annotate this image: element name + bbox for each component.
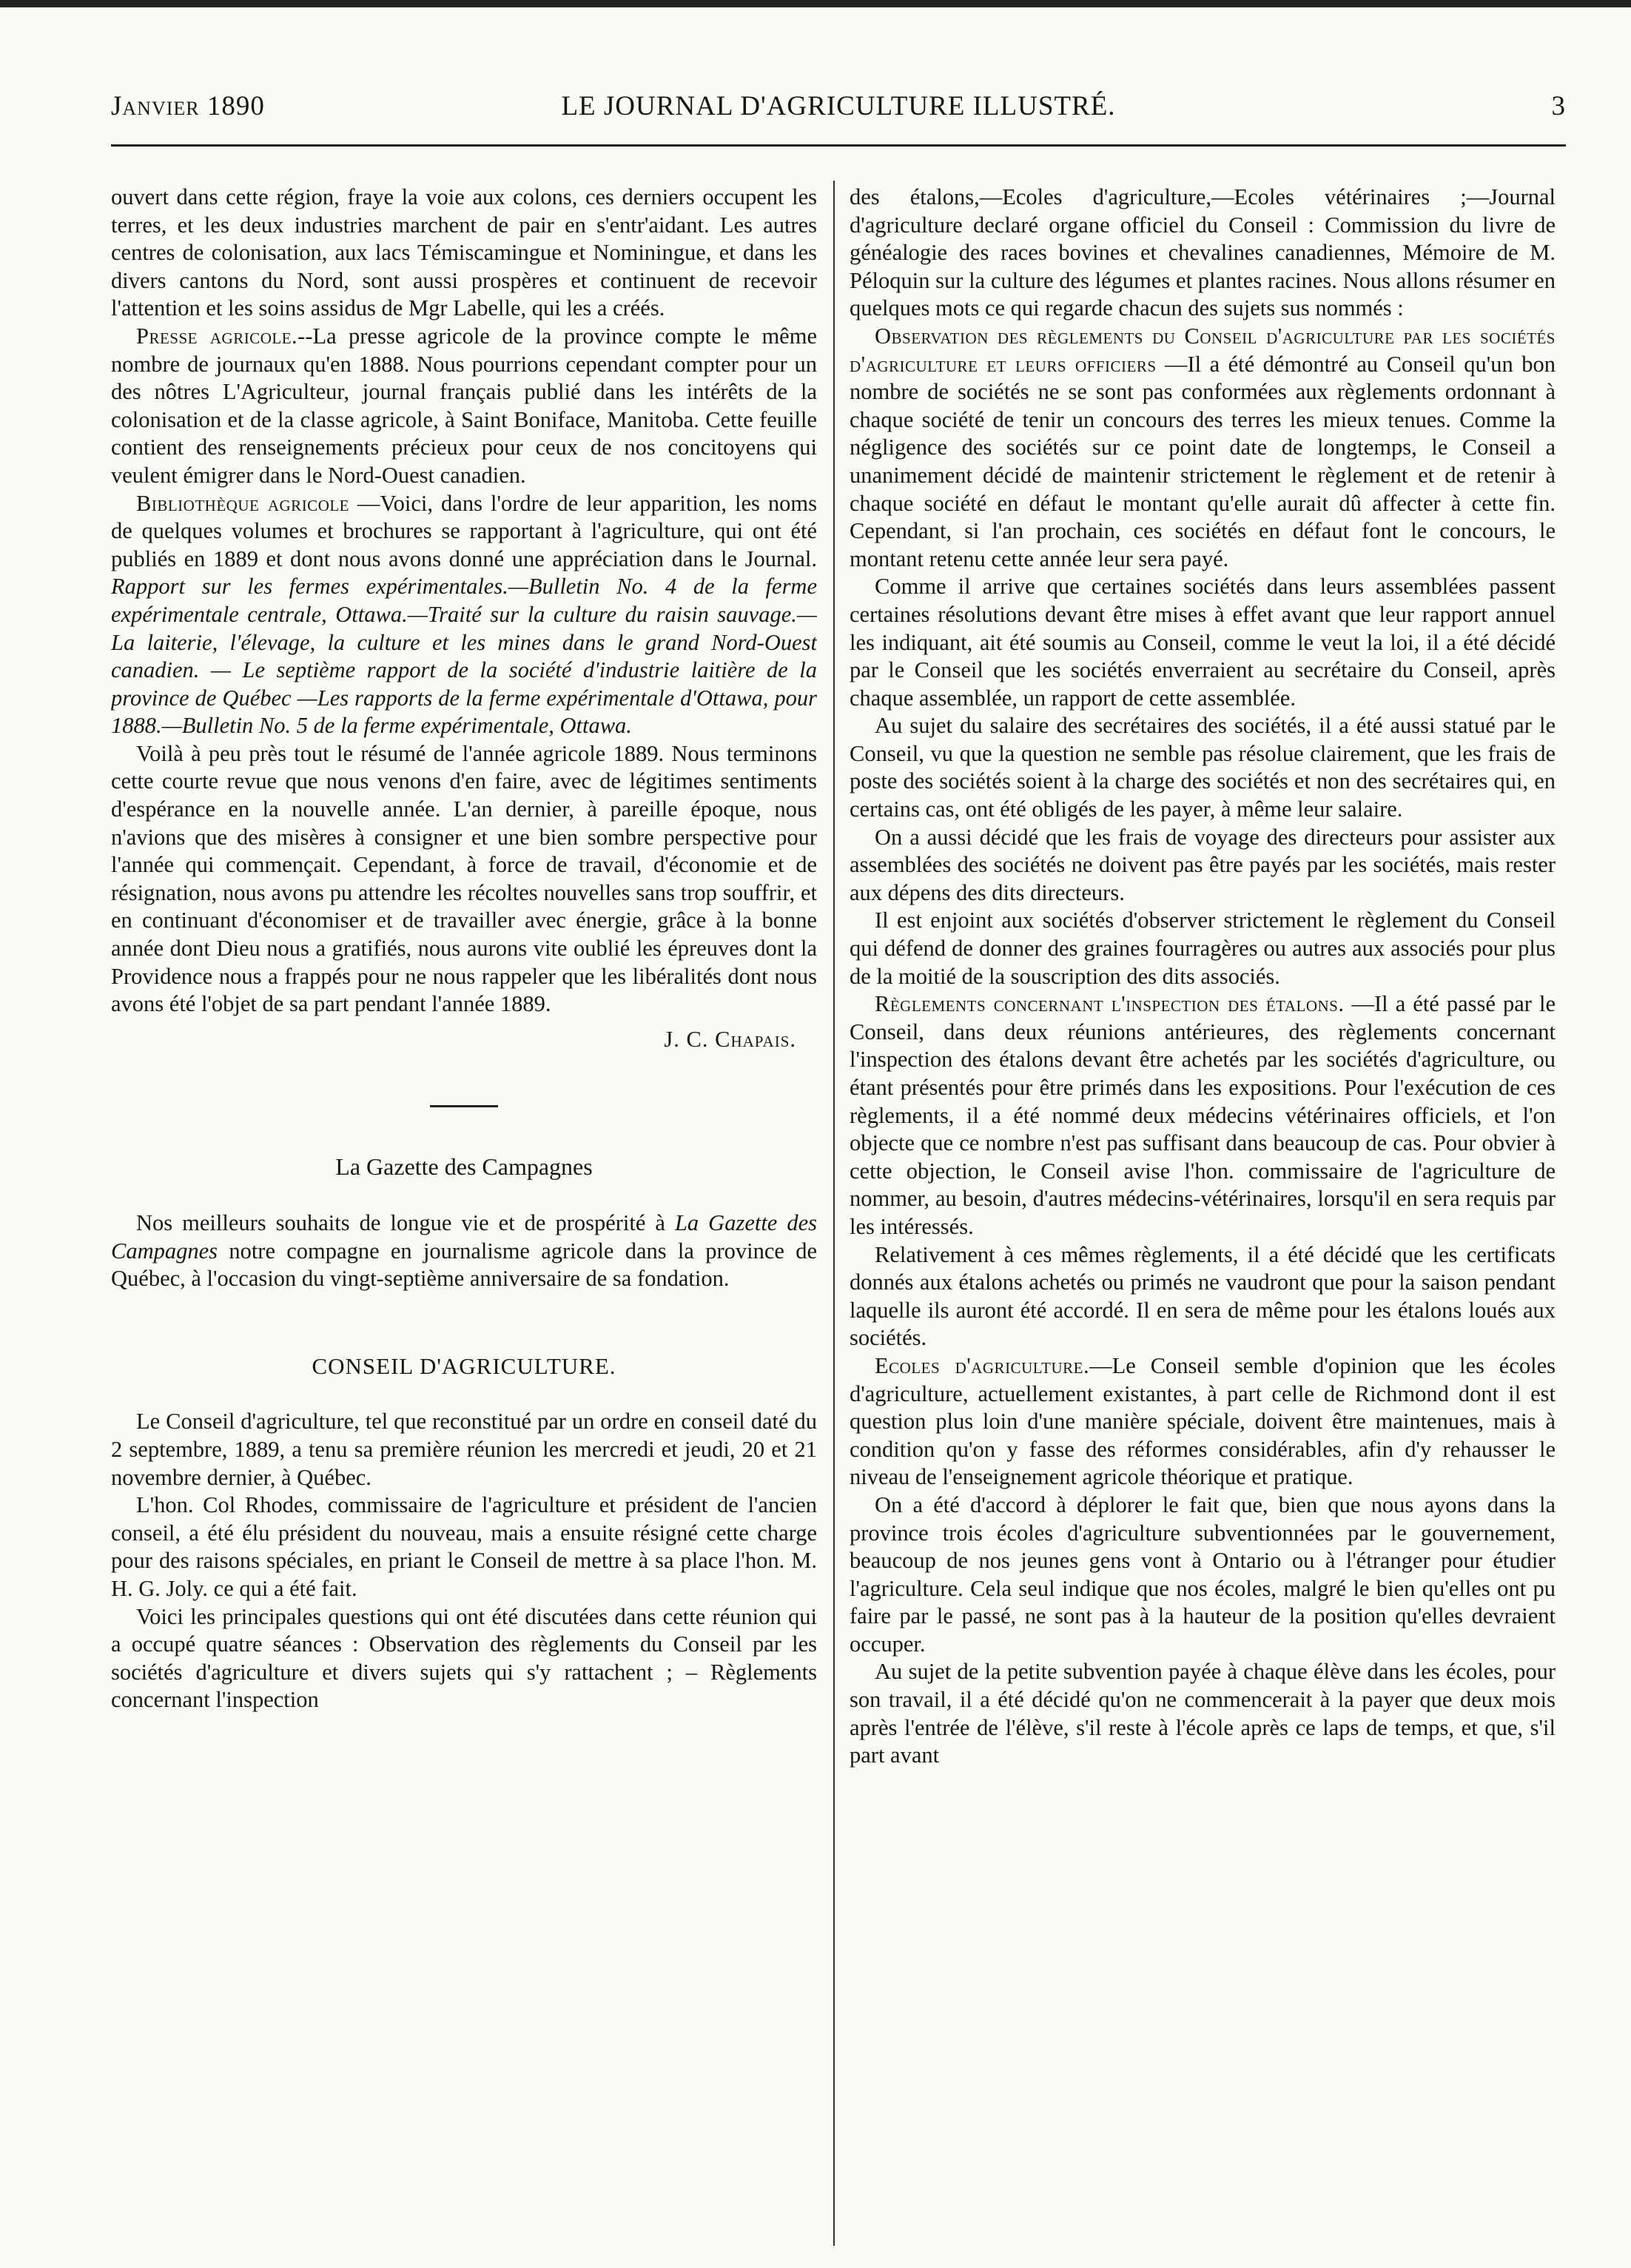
top-border-rule	[0, 0, 1631, 7]
voyage-paragraph: On a aussi décidé que les frais de voyage des directeurs pour assister aux assemblées des sociétés ne doivent pas être payés par les sociétés, mais rester aux dépens des dits directeurs.	[850, 824, 1556, 905]
author-signature: J. C. Chapais.	[664, 1026, 796, 1052]
reglements-heading: Règlements concernant l'inspection des étalons.	[875, 991, 1345, 1017]
header-rule	[111, 144, 1566, 147]
reglements-text: —Il a été passé par le Conseil, dans deux réunions antérieures, des règlements concernant l'inspection des étalons devant être achetés par les sociétés d'agriculture, ou étant présentés pour être primés dans les expositions. Pour l'exécution de ces règlements, il a été nommé deux médecins vétérinaires officiels, et l'on objecte que ce nombre n'est pas suffisant dans beaucoup de cas. Pour obvier à cette objection, le Conseil avise l'hon. commissaire de l'agriculture de nommer, au besoin, d'autres médecins-vétérinaires, lorsqu'il en sera requis par les intéressés.	[850, 991, 1556, 1239]
gazette-heading: La Gazette des Campagnes	[335, 1153, 593, 1181]
conseil-heading: CONSEIL D'AGRICULTURE.	[312, 1352, 616, 1379]
presse-agricole-heading: Presse agricole.	[136, 323, 298, 349]
page-number: 3	[1551, 91, 1566, 121]
right-column	[850, 184, 1556, 2241]
bibliotheque-heading: Bibliothèque agricole	[136, 490, 350, 516]
bibliotheque-titles: Rapport sur les fermes expérimentales.—Bulletin No. 4 de la ferme expérimentale centrale, Ottawa.—Traité sur la culture du raisin sauvage.—La laiterie, l'élevage, la culture et les mines dans le grand Nord-Ouest canadien. — Le septième rapport de la société d'industrie laitière de la province de Québec —Les rapports de la ferme expérimentale d'Ottawa, pour 1888.—Bulletin No. 5 de la ferme expérimentale, Ottawa.	[111, 574, 817, 739]
observation-paragraph	[850, 323, 1556, 573]
conseil-paragraph-3: Voici les principales questions qui ont été discutées dans cette réunion qui a occupé quatre séances : Observation des règlements du Conseil par les sociétés d'agriculture et divers sujets qui s'y rattachent ; – Règlements concernant l'inspection	[111, 1603, 817, 1713]
ecoles-text: —Le Conseil semble d'opinion que les écoles d'agriculture, actuellement existantes, à part celle de Richmond dont il est question plus loin d'une manière spéciale, doivent être maintenues, mais à condition qu'on y fasse des réformes considérables, afin d'y rehausser le niveau de l'enseignement agricole théorique et pratique.	[850, 1352, 1556, 1490]
deplorer-paragraph: On a été d'accord à déplorer le fait que, bien que nous ayons dans la province trois écoles d'agriculture subventionnées par le gouvernement, beaucoup de nos jeunes gens vont à Ontario ou à l'étranger pour étudier l'agriculture. Cela seul indique que nos écoles, malgré le bien qu'elles ont pu faire par le passé, ne sont pas à la hauteur de la position qu'elles devraient occuper.	[850, 1492, 1556, 1657]
reglements-paragraph	[850, 990, 1556, 1241]
gazette-text-start: Nos meilleurs souhaits de longue vie et de prospérité à	[136, 1210, 675, 1235]
left-column	[111, 184, 817, 2241]
gazette-paragraph	[111, 1210, 817, 1293]
column-divider	[833, 181, 835, 2246]
bibliotheque-text: —Voici, dans l'ordre de leur apparition, les noms de quelques volumes et brochures se rapportant à l'agriculture, qui ont été publiés en 1889 et dont nous avons donné une appréciation dans le Journal.	[111, 490, 817, 571]
journal-title: LE JOURNAL D'AGRICULTURE ILLUSTRÉ.	[561, 91, 1116, 121]
certificats-paragraph: Relativement à ces mêmes règlements, il a été décidé que les certificats donnés aux étalons achetés ou primés ne vaudront que pour la saison pendant laquelle ils auront été accordé. Il en sera de même pour les étalons loués aux sociétés.	[850, 1241, 1556, 1351]
presse-agricole-text: --La presse agricole de la province compte le même nombre de journaux qu'en 1888. Nous pourrions cependant compter pour un des nôtres L'Agriculteur, journal français publié dans les intérêts de la colonisation et de la classe agricole, à Saint Boniface, Manitoba. Cette feuille contient des renseignements précieux pour ceux de nos concitoyens qui veulent émigrer dans le Nord-Ouest canadien.	[111, 323, 817, 488]
conseil-paragraph-2: L'hon. Col Rhodes, commissaire de l'agriculture et président de l'ancien conseil, a été élu président du nouveau, mais a ensuite résigné cette charge pour des raisons spéciales, en priant le Conseil de mettre à sa place l'hon. M. H. G. Joly. ce qui a été fait.	[111, 1492, 817, 1601]
conseil-paragraph-1: Le Conseil d'agriculture, tel que reconstitué par un ordre en conseil daté du 2 septembre, 1889, a tenu sa première réunion les mercredi et jeudi, 20 et 21 novembre dernier, à Québec.	[111, 1409, 817, 1490]
gazette-text-end: notre compagne en journalisme agricole dans la province de Québec, à l'occasion du vingt-septième anniversaire de sa fondation.	[111, 1238, 817, 1292]
graines-paragraph: Il est enjoint aux sociétés d'observer strictement le règlement du Conseil qui défend de donner des graines fourragères ou autres aux associés pour plus de la moitié de la souscription des dits associés.	[850, 907, 1556, 989]
resolutions-paragraph: Comme il arrive que certaines sociétés dans leurs assemblées passent certaines résolutions devant être mises à effet avant que leur rapport annuel les indiquant, ait été soumis au Conseil, comme le veut la loi, il a été décidé par le Conseil que les sociétés enverraient au secrétaire du Conseil, après chaque assemblée, un rapport de cette assemblée.	[850, 574, 1556, 711]
observation-heading: Observation des règlements du Conseil d'agriculture par les sociétés d'agriculture et leurs officiers	[850, 323, 1556, 377]
presse-agricole-paragraph	[111, 323, 817, 490]
questions-continuation: des étalons,—Ecoles d'agriculture,—Ecoles vétérinaires ;—Journal d'agriculture declaré organe officiel du Conseil : Commission du livre de généalogie des races bovines et chevalines canadiennes, Mémoire de M. Péloquin sur la culture des légumes et plantes racines. Nous allons résumer en quelques mots ce qui regarde chacun des sujets sus nommés :	[850, 184, 1556, 321]
resume-paragraph: Voilà à peu près tout le résumé de l'année agricole 1889. Nous terminons cette courte revue que nous venons d'en faire, avec de légitimes sentiments d'espérance en la nouvelle année. L'an dernier, à pareille époque, nous n'avions que des misères à consigner et une bien sombre perspective pour l'année qui commençait. Cependant, à force de travail, d'économie et de résignation, nous avons pu attendre les récoltes nouvelles sans trop souffrir, et en continuant d'économiser et de travailler avec énergie, grâce à la bonne année dont Dieu nous a gratifiés, nous aurons vite oublié les épreuves dont la Providence nous a frappés pour ne nous rappeler que les libéralités dont nous avons été l'objet de sa part pendant l'année 1889.	[111, 740, 817, 1017]
bibliotheque-paragraph	[111, 490, 817, 740]
colonisation-paragraph: ouvert dans cette région, fraye la voie aux colons, ces derniers occupent les terres, et les deux industries marchent de pair en s'entr'aidant. Les autres centres de colonisation, aux lacs Témiscamingue et Nominingue, et dans les divers cantons du Nord, sont aussi prospères et continuent de recevoir l'attention et les soins assidus de Mgr Labelle, qui les a créés.	[111, 184, 817, 321]
observation-text: —Il a été démontré au Conseil qu'un bon nombre de sociétés ne se sont pas conformées aux règlements ordonnant à chaque société de tenir un concours des terres les mieux tenues. Comme la négligence des sociétés sur ce point date de longtemps, le Conseil a unanimement décidé de maintenir strictement le règlement et de retenir à chaque société en défaut le montant qu'elle aurait dû affecter à cette fin. Cependant, si l'an prochain, ces sociétés en défaut font le concours, le montant retenu cette année leur sera payé.	[850, 351, 1556, 571]
issue-date: Janvier 1890	[111, 91, 265, 121]
ecoles-paragraph	[850, 1352, 1556, 1492]
gazette-name: La Gazette des Campagnes	[111, 1210, 817, 1264]
ecoles-heading: Ecoles d'agriculture.	[875, 1352, 1090, 1378]
salaire-paragraph: Au sujet du salaire des secrétaires des sociétés, il a été aussi statué par le Conseil, vu que la question ne semble pas résolue clairement, que les frais de poste des sociétés soient à la charge des sociétés et non des secrétaires qui, en certains cas, ont été obligés de les payer, à même leur salaire.	[850, 713, 1556, 822]
separator-rule	[430, 1105, 498, 1107]
page-header	[111, 90, 1566, 126]
subvention-paragraph: Au sujet de la petite subvention payée à chaque élève dans les écoles, pour son travail, il a été décidé qu'on ne commencerait à la payer que deux mois après l'entrée de l'élève, s'il reste à l'école après ce laps de temps, et que, s'il part avant	[850, 1659, 1556, 1768]
